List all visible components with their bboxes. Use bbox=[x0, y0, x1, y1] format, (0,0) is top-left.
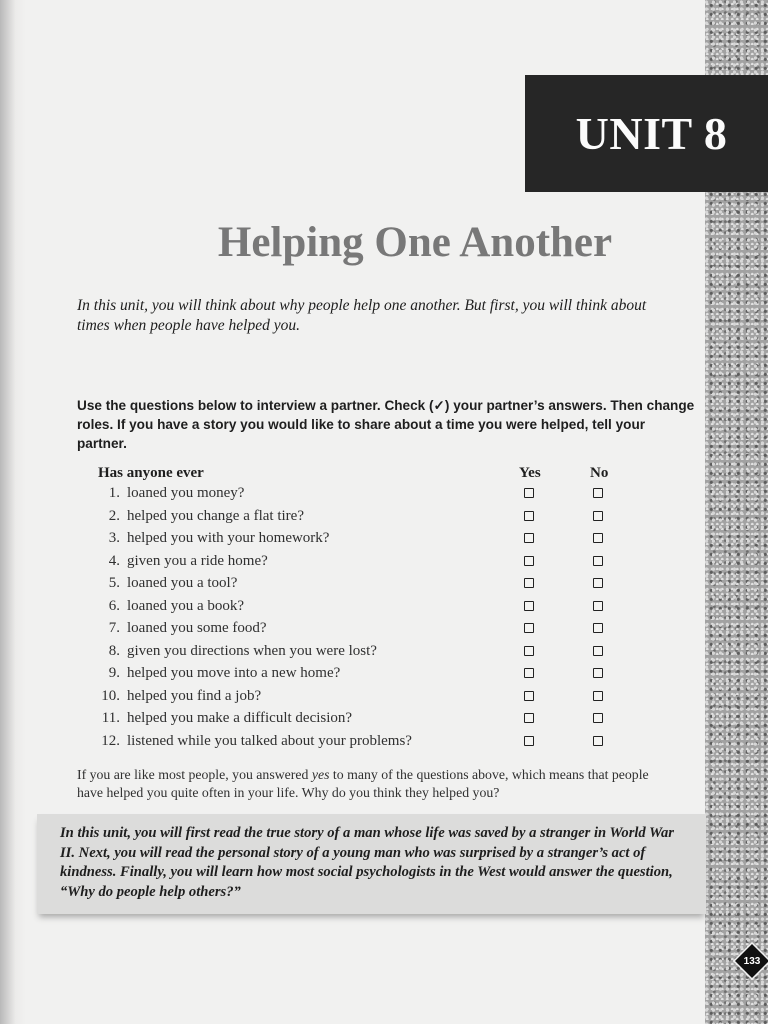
no-checkbox[interactable] bbox=[593, 511, 603, 521]
no-checkbox[interactable] bbox=[593, 533, 603, 543]
question-row bbox=[0, 643, 700, 666]
question-row bbox=[0, 598, 700, 621]
unit-preview-text: In this unit, you will first read the true story of a man whose life was saved by a stranger in World War II. Next, you will read the personal story of a young man who was surprised by a stranger’s act of kindness. Finally, you will learn how most social psychologists in the West would answer the question, “Why do people help others?” bbox=[60, 825, 674, 900]
question-row bbox=[0, 710, 700, 733]
closing-paragraph bbox=[77, 766, 677, 802]
question-number: 6. bbox=[108, 597, 120, 614]
question-number: 3. bbox=[108, 530, 120, 546]
unit-title: Helping One Another bbox=[217, 219, 613, 266]
no-checkbox[interactable] bbox=[593, 691, 603, 701]
question-row bbox=[0, 688, 700, 711]
question-row bbox=[0, 620, 700, 643]
question-row bbox=[0, 665, 700, 688]
no-checkbox[interactable] bbox=[593, 578, 603, 588]
no-checkbox[interactable] bbox=[593, 601, 603, 611]
yes-checkbox[interactable] bbox=[524, 578, 534, 588]
no-checkbox[interactable] bbox=[593, 488, 603, 498]
closing-emphasis: yes bbox=[311, 767, 330, 782]
question-number: 2. bbox=[108, 507, 120, 524]
question-number: 7. bbox=[108, 620, 120, 636]
question-row bbox=[0, 485, 700, 508]
question-text: helped you find a job? bbox=[127, 687, 262, 704]
question-number: 4. bbox=[108, 552, 120, 569]
yes-checkbox[interactable] bbox=[524, 601, 534, 611]
question-number: 5. bbox=[108, 575, 120, 591]
questionnaire-lead: Has anyone ever bbox=[98, 465, 204, 481]
question-text: listened while you talked about your problems? bbox=[127, 732, 412, 749]
question-text: loaned you money? bbox=[127, 485, 245, 501]
no-checkbox[interactable] bbox=[593, 556, 603, 566]
yes-checkbox[interactable] bbox=[524, 736, 534, 746]
question-text: loaned you a book? bbox=[127, 597, 245, 614]
question-row bbox=[0, 508, 700, 531]
question-text: given you directions when you were lost? bbox=[127, 642, 377, 659]
question-number: 10. bbox=[101, 687, 120, 704]
no-checkbox[interactable] bbox=[593, 736, 603, 746]
yes-checkbox[interactable] bbox=[524, 488, 534, 498]
no-checkbox[interactable] bbox=[593, 623, 603, 633]
question-row bbox=[0, 530, 700, 553]
yes-checkbox[interactable] bbox=[524, 713, 534, 723]
yes-checkbox[interactable] bbox=[524, 511, 534, 521]
unit-label: UNIT 8 bbox=[525, 75, 768, 192]
page-number: 133 bbox=[743, 955, 761, 967]
intro-text: In this unit, you will think about why people help one another. But first, you will think about times when people have helped you. bbox=[77, 297, 647, 334]
no-column-header: No bbox=[590, 465, 609, 481]
closing-text-before: If you are like most people, you answered bbox=[77, 767, 312, 782]
yes-checkbox[interactable] bbox=[524, 533, 534, 543]
question-text: helped you with your homework? bbox=[127, 530, 330, 546]
question-row bbox=[0, 733, 700, 756]
question-text: helped you change a flat tire? bbox=[127, 507, 304, 524]
question-number: 11. bbox=[101, 710, 120, 726]
yes-checkbox[interactable] bbox=[524, 691, 534, 701]
question-text: loaned you some food? bbox=[127, 620, 267, 636]
question-text: given you a ride home? bbox=[127, 552, 268, 569]
unit-preview-box bbox=[37, 814, 706, 914]
question-text: loaned you a tool? bbox=[127, 575, 238, 591]
question-number: 8. bbox=[108, 642, 120, 659]
no-checkbox[interactable] bbox=[593, 646, 603, 656]
questionnaire-list bbox=[0, 485, 700, 755]
yes-checkbox[interactable] bbox=[524, 623, 534, 633]
question-row bbox=[0, 575, 700, 598]
question-number: 12. bbox=[101, 732, 120, 749]
question-text: helped you make a difficult decision? bbox=[127, 710, 353, 726]
yes-checkbox[interactable] bbox=[524, 646, 534, 656]
no-checkbox[interactable] bbox=[593, 713, 603, 723]
question-row bbox=[0, 553, 700, 576]
question-number: 1. bbox=[108, 485, 120, 501]
no-checkbox[interactable] bbox=[593, 668, 603, 678]
questionnaire-header bbox=[98, 465, 638, 485]
closing-text-after: to many of the questions above, which means that people have helped you quite often in your life. Why do you think they helped you? bbox=[77, 767, 649, 800]
instructions-text: Use the questions below to interview a partner. Check (✓) your partner’s answers. Then change roles. If you have a story you would like to share about a time you were helped, tell your partner. bbox=[77, 398, 695, 451]
yes-checkbox[interactable] bbox=[524, 668, 534, 678]
yes-column-header: Yes bbox=[519, 465, 541, 481]
question-number: 9. bbox=[108, 665, 120, 681]
question-text: helped you move into a new home? bbox=[127, 665, 341, 681]
yes-checkbox[interactable] bbox=[524, 556, 534, 566]
